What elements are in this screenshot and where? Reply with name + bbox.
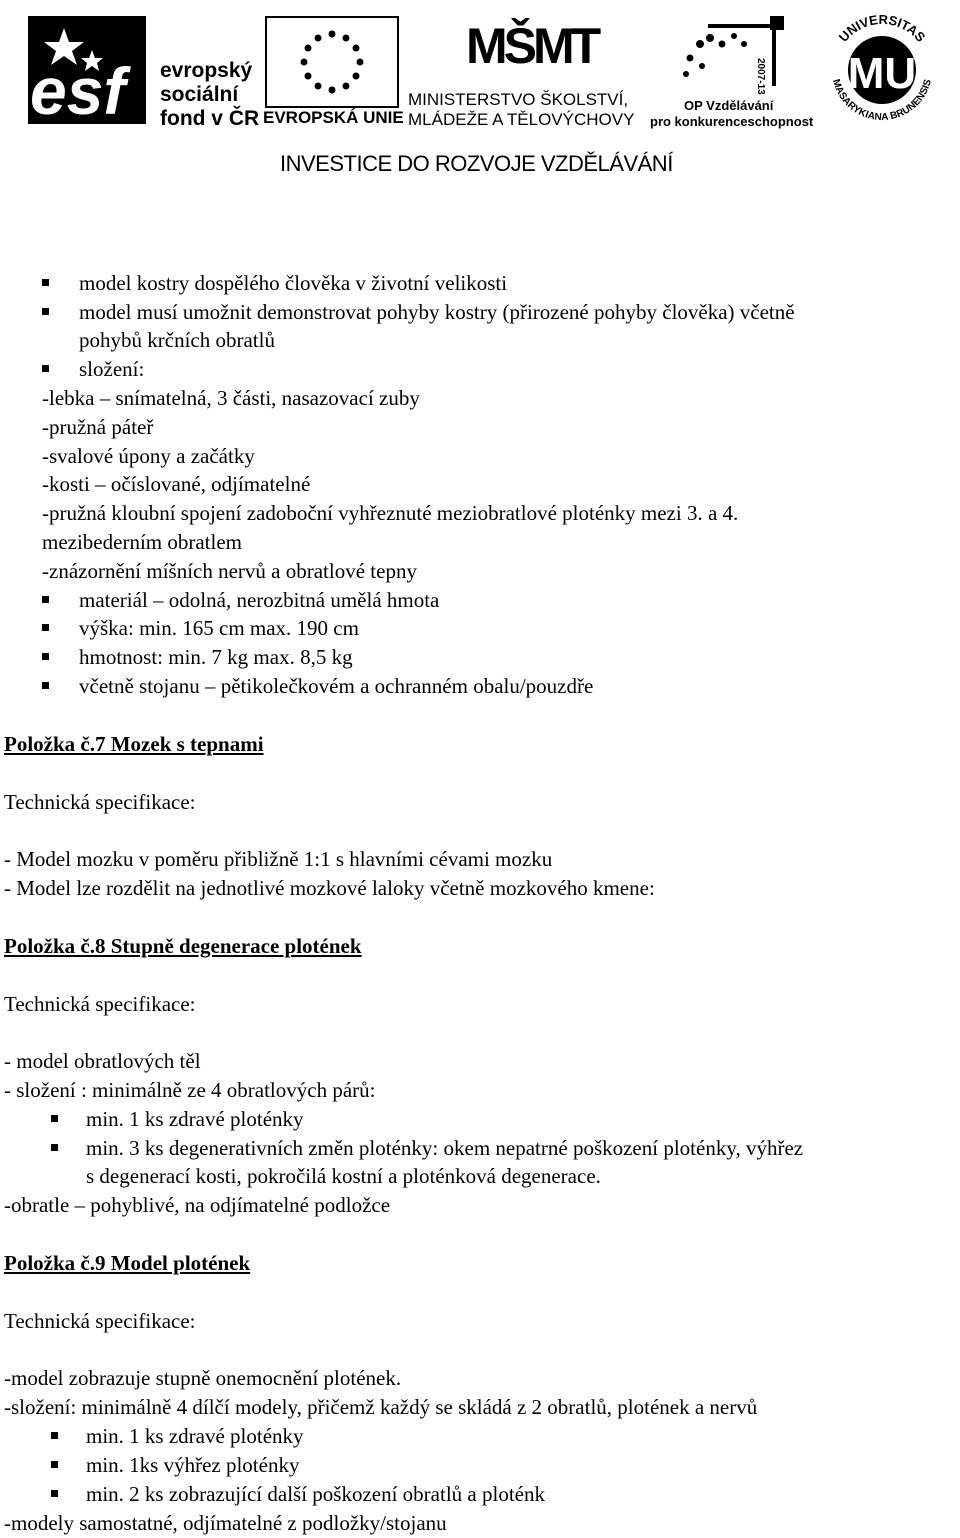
text-line: -kosti – očíslované, odjímatelné bbox=[42, 472, 311, 496]
msmt-mark: MŠMT bbox=[466, 18, 598, 74]
text-line: - model obratlových těl bbox=[4, 1049, 201, 1073]
item-heading: Položka č.9 Model plotének bbox=[4, 1251, 251, 1275]
op-year: 2007-13 bbox=[755, 58, 766, 95]
text-line: -znázornění míšních nervů a obratlové tepny bbox=[42, 559, 417, 583]
spec-label: Technická specifikace: bbox=[4, 992, 196, 1016]
tagline: INVESTICE DO ROZVOJE VZDĚLÁVÁNÍ bbox=[280, 151, 673, 176]
text-line: mezibederním obratlem bbox=[42, 530, 243, 554]
spec-label: Technická specifikace: bbox=[4, 790, 196, 814]
list-item: složení: bbox=[79, 357, 145, 381]
esf-line2: sociální bbox=[160, 83, 239, 106]
text-line: - složení : minimálně ze 4 obratlových párů: bbox=[4, 1078, 376, 1102]
list-item: min. 1 ks zdravé ploténky bbox=[86, 1107, 304, 1131]
list-item: model kostry dospělého člověka v životní velikosti bbox=[79, 271, 508, 295]
eu-logo bbox=[263, 16, 403, 126]
list-item: výška: min. 165 cm max. 190 cm bbox=[79, 616, 359, 640]
eu-flag-icon bbox=[265, 16, 399, 108]
bullet-square-icon bbox=[51, 1115, 58, 1122]
bullet-square-icon bbox=[42, 596, 49, 603]
item-heading: Položka č.8 Stupně degenerace plotének bbox=[4, 934, 362, 958]
msmt-line2: MLÁDEŽE A TĚLOVÝCHOVY bbox=[408, 110, 635, 129]
text-line: - Model lze rozdělit na jednotlivé mozkové laloky včetně mozkového kmene: bbox=[4, 876, 655, 900]
svg-text:MU: MU bbox=[847, 49, 917, 98]
text-line: - Model mozku v poměru přibližně 1:1 s hlavními cévami mozku bbox=[4, 847, 553, 871]
bullet-square-icon bbox=[42, 682, 49, 689]
list-item: min. 2 ks zobrazující další poškození obratlů a ploténk bbox=[86, 1482, 545, 1506]
bullet-square-icon bbox=[51, 1461, 58, 1468]
list-item: včetně stojanu – pětikolečkovém a ochranném obalu/pouzdře bbox=[79, 674, 594, 698]
bullet-square-icon bbox=[42, 308, 49, 315]
text-line: -svalové úpony a začátky bbox=[42, 444, 255, 468]
text-line: -lebka – snímatelná, 3 části, nasazovací zuby bbox=[42, 386, 420, 410]
list-item: min. 3 ks degenerativních změn ploténky: okem nepatrné poškození ploténky, výhřez bbox=[86, 1136, 804, 1160]
text-line: -pružná kloubní spojení zadoboční vyhřeznuté meziobratlové ploténky mezi 3. a 4. bbox=[42, 501, 739, 525]
op-line1: OP Vzdělávání bbox=[684, 98, 774, 113]
text-line: -model zobrazuje stupně onemocnění plotének. bbox=[4, 1366, 402, 1390]
esf-logo bbox=[22, 14, 262, 130]
list-item: min. 1ks výhřez ploténky bbox=[86, 1453, 300, 1477]
svg-text:MASARYKIANA BRUNENSIS: MASARYKIANA BRUNENSIS bbox=[830, 78, 934, 124]
op-mark-icon bbox=[678, 14, 808, 94]
list-item: hmotnost: min. 7 kg max. 8,5 kg bbox=[79, 645, 353, 669]
op-logo bbox=[648, 14, 814, 129]
spec-label: Technická specifikace: bbox=[4, 1309, 196, 1333]
svg-text:UNIVERSITAS: UNIVERSITAS bbox=[835, 11, 929, 45]
text-line: -pružná páteř bbox=[42, 415, 154, 439]
list-item-continuation: s degenerací kosti, pokročilá kostní a ploténková degenerace. bbox=[86, 1164, 601, 1188]
esf-line1: evropský bbox=[160, 59, 253, 82]
bullet-square-icon bbox=[51, 1490, 58, 1497]
bullet-square-icon bbox=[42, 279, 49, 286]
bullet-square-icon bbox=[51, 1432, 58, 1439]
list-item: model musí umožnit demonstrovat pohyby kostry (přirozené pohyby člověka) včetně bbox=[79, 300, 795, 324]
bullet-square-icon bbox=[42, 365, 49, 372]
list-item: min. 1 ks zdravé ploténky bbox=[86, 1424, 304, 1448]
esf-big-text: esf bbox=[30, 54, 126, 128]
op-line2: pro konkurenceschopnost bbox=[650, 114, 814, 129]
mu-seal-icon bbox=[822, 8, 942, 128]
list-item-continuation: pohybů krčních obratlů bbox=[79, 328, 275, 352]
text-line: -složení: minimálně 4 dílčí modely, přičemž každý se skládá z 2 obratlů, plotének a nervů bbox=[4, 1395, 758, 1419]
text-line: -modely samostatné, odjímatelné z podložky/stojanu bbox=[4, 1511, 447, 1535]
eu-caption: EVROPSKÁ UNIE bbox=[263, 108, 404, 127]
mu-logo bbox=[822, 8, 942, 128]
esf-line3: fond v ČR bbox=[160, 107, 260, 130]
text-line: -obratle – pohyblivé, na odjímatelné podložce bbox=[4, 1193, 391, 1217]
bullet-square-icon bbox=[51, 1144, 58, 1151]
list-item: materiál – odolná, nerozbitná umělá hmota bbox=[79, 588, 440, 612]
msmt-logo bbox=[408, 14, 644, 129]
item-heading: Položka č.7 Mozek s tepnami bbox=[4, 732, 264, 756]
msmt-line1: MINISTERSTVO ŠKOLSTVÍ, bbox=[408, 90, 629, 109]
bullet-square-icon bbox=[42, 624, 49, 631]
bullet-square-icon bbox=[42, 653, 49, 660]
